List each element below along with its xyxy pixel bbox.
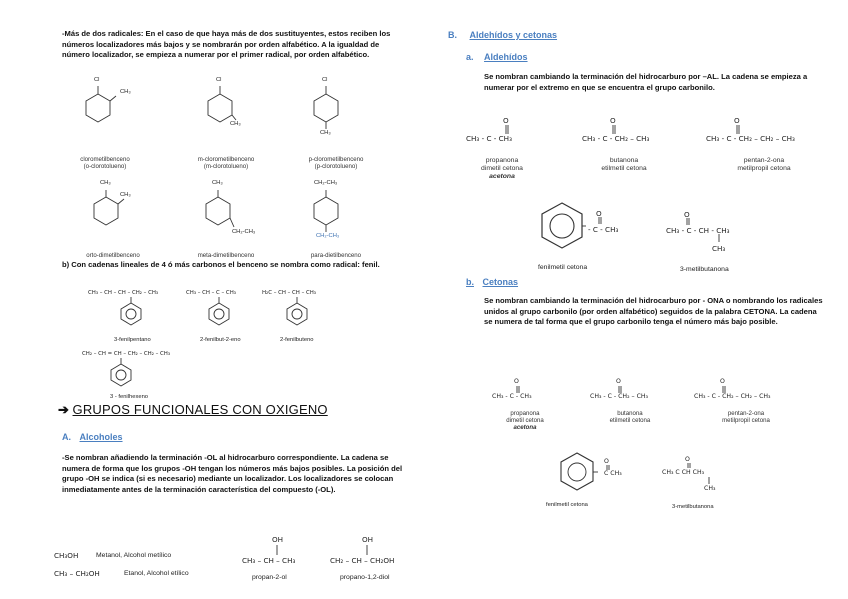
molecule-m-clorotolueno <box>200 77 241 127</box>
compound-name: butanona <box>617 410 643 417</box>
aldehidos-title: Aldehídos <box>484 52 528 62</box>
benzene-ring <box>538 200 586 252</box>
substituent-label: CH₃ <box>100 180 111 186</box>
molecule-p-clorotolueno <box>306 77 346 138</box>
bond-line <box>718 234 722 243</box>
alcoholes-heading <box>62 432 123 442</box>
oxygen-label: O <box>596 209 602 218</box>
oxygen-label: O <box>685 456 690 463</box>
compound-name: propanona <box>485 157 519 164</box>
caption-o-clorotolueno <box>58 156 152 170</box>
section-b-title: Aldehídos y cetonas <box>469 30 558 40</box>
substituent-label: CH₂-CH₃ <box>316 233 340 239</box>
compound-alt-name: (m-clorotolueno) <box>203 163 249 171</box>
hexene-name: 3 - fenilhexeno <box>110 394 149 400</box>
methanol-name: Metanol, Alcohol metílico <box>96 552 172 559</box>
ethanol-name: Etanol, Alcohol etílico <box>124 570 189 577</box>
alcoholes-paragraph: -Se nombran añadiendo la terminación -OL al hidrocarburo correspondiente. La cadena se numera de forma que los grupos -OH tengan los números más bajos posibles. La posición del grupo -OH se indica (si es necesario) mediante un localizador. Los localizadores se colocan inmediatamente antes de la terminación característica del compuesto (-OL). <box>62 453 403 494</box>
compound-alt-name: etilmetil cetona <box>601 165 647 172</box>
ketone-formula: CH₃ - C - CH₃ <box>466 134 512 143</box>
compound-common-name: acetona <box>489 173 515 180</box>
phenyl-ring <box>206 297 236 327</box>
substituent-label: CH₂-CH₃ <box>314 180 338 186</box>
compound-alt-name: metilpropil cetona <box>737 165 791 172</box>
compound-name: butanona <box>609 157 639 164</box>
arrow-icon: ➔ <box>58 402 69 417</box>
compound-alt-name: (o-clorotolueno) <box>83 163 127 171</box>
intro-paragraph: -Más de dos radicales: En el caso de que haya más de dos sustituyentes, estos reciben los números localizadores más bajos y se nombrarán por orden alfabético. A la igualdad de número localizador, se empieza a numerar por el primer radical, por orden alfabético. <box>62 29 391 60</box>
compound-name: p-clorometilbenceno <box>308 156 364 163</box>
oxygen-label: O <box>514 378 519 385</box>
molecule-para-dietilbenceno <box>306 180 356 243</box>
hexene-formula: CH₂ – CH = CH – CH₂ – CH₂ – CH₃ <box>82 351 170 357</box>
chain-name: 3-fenilpentano <box>114 337 151 343</box>
substituent-label: CH₃ <box>212 180 223 186</box>
oh-label: OH <box>362 535 374 544</box>
double-bond <box>685 218 691 226</box>
ketone-formula: CH₃ - C - CH₂ – CH₂ – CH₃ <box>694 393 771 400</box>
bond-line <box>708 477 712 485</box>
compound-alt-name: dimetil cetona <box>481 165 523 172</box>
propanediol-formula: CH₂ – CH – CH₂OH <box>330 556 395 565</box>
caption-p-clorotolueno <box>288 156 384 170</box>
compound-alt-name: etilmetil cetona <box>609 417 651 425</box>
substituent-label: CH₃ <box>230 121 241 127</box>
compound-name: fenilmetil cetona <box>546 502 588 508</box>
cetonas-title: Cetonas <box>482 277 519 287</box>
molecule-orto-dimetilbenceno <box>86 180 131 227</box>
compound-name: m-clorometilbenceno <box>197 156 255 163</box>
ketone-propanona-1 <box>466 116 556 196</box>
propanediol-name: propano-1,2-diol <box>340 574 390 581</box>
substituent-label: CH₃ <box>320 130 331 136</box>
methyl-label: CH₃ <box>712 244 726 253</box>
ketone-butanona-1 <box>582 116 692 196</box>
compound-name: propanona <box>510 410 540 417</box>
compound-alt-name: (p-clorotolueno) <box>314 163 358 171</box>
compound-name: 3-metilbutanona <box>680 266 729 273</box>
compound-name: clorometilbenceno <box>80 156 130 163</box>
b-paragraph: b) Con cadenas lineales de 4 ó más carbonos el benceno se nombra como radical: fenil. <box>62 260 380 269</box>
oxygen-label: O <box>734 116 740 125</box>
aldehidos-heading <box>466 52 528 62</box>
molecule-meta-dimetilbenceno <box>198 180 256 239</box>
substituent-label: CH₃ <box>120 192 131 198</box>
ketone-butanona-2 <box>590 378 690 442</box>
propanol-name: propan-2-ol <box>252 574 287 581</box>
ketone-formula: CH₃ - C - CH - CH₃ <box>666 226 730 235</box>
propanol-formula: CH₃ – CH – CH₃ <box>242 556 296 565</box>
chain-formula: H₂C – CH – CH – CH₃ <box>262 290 316 296</box>
section-b-heading <box>448 30 557 40</box>
ketone-pentanona-2 <box>694 378 814 442</box>
methyl-label: CH₃ <box>704 485 716 492</box>
oxygen-label: O <box>503 116 509 125</box>
ketone-pentanona-1 <box>706 116 826 196</box>
aldehidos-paragraph: Se nombran cambiando la terminación del hidrocarburo por –AL. La cadena se empieza a numerar por el extremo en que se encuentra el grupo carbonilo. <box>484 72 808 92</box>
ketone-formula: CH₃ - C - CH₃ <box>492 393 532 400</box>
substituent-label: Cl <box>216 77 222 83</box>
compound-name: fenilmetil cetona <box>538 264 588 271</box>
double-bond <box>597 217 603 225</box>
compound-name: pentan-2-ona <box>727 410 765 417</box>
cetonas-letter: b. <box>466 277 474 287</box>
substituent-label: Cl <box>322 77 328 83</box>
ketone-formula: C CH₃ <box>604 470 622 477</box>
compound-alt-name: metilpropil cetona <box>722 417 770 425</box>
benzene-ring <box>558 451 598 493</box>
phenyl-ring <box>108 358 138 388</box>
ketone-formula: - C - CH₃ <box>588 225 619 234</box>
alcoholes-title: Alcoholes <box>79 432 123 442</box>
oxygen-label: O <box>604 458 609 465</box>
caption-meta-dimetilbenceno: meta-dimetilbenceno <box>197 252 255 259</box>
alcoholes-letter: A. <box>62 432 71 442</box>
substituent-label: CH₂-CH₃ <box>232 229 256 235</box>
chain-formula: CH₃ – CH – C – CH₃ <box>186 290 236 296</box>
caption-orto-dimetilbenceno: orto-dimetilbenceno <box>86 252 140 259</box>
phenyl-ring <box>284 297 314 327</box>
oxygen-label: O <box>720 378 725 385</box>
caption-m-clorotolueno <box>176 156 276 170</box>
cetonas-heading <box>466 277 518 287</box>
ethanol-formula: CH₃ – CH₂OH <box>54 569 100 578</box>
section-heading-text: GRUPOS FUNCIONALES CON OXIGENO <box>72 402 328 417</box>
ketone-formula: CH₃ - C - CH₂ – CH₃ <box>590 393 649 400</box>
methanol-formula: CH₃OH <box>54 551 79 560</box>
caption-para-dietilbenceno: para-dietilbenceno <box>310 252 362 259</box>
section-heading <box>58 402 328 418</box>
bond-line <box>276 545 280 555</box>
phenyl-ring <box>118 297 148 327</box>
chain-name: 2-fenilbuteno <box>280 337 314 343</box>
substituent-label: Cl <box>94 77 100 83</box>
ketone-propanona-2 <box>492 378 582 442</box>
ketone-formula: CH₃ - C - CH₂ – CH₃ <box>582 134 650 143</box>
chain-name: 2-fenilbut-2-eno <box>200 337 241 343</box>
oxygen-label: O <box>616 378 621 385</box>
compound-common-name: acetona <box>513 424 537 432</box>
oxygen-label: O <box>684 210 690 219</box>
section-b-letter: B. <box>448 30 457 40</box>
aldehidos-letter: a. <box>466 52 474 62</box>
chain-formula: CH₃ – CH – CH – CH₂ – CH₃ <box>88 290 159 296</box>
compound-alt-name: dimetil cetona <box>506 417 544 425</box>
compound-name: 3-metilbutanona <box>672 504 714 510</box>
bond-line <box>366 545 370 555</box>
oh-label: OH <box>272 535 284 544</box>
substituent-label: CH₃ <box>120 89 131 95</box>
compound-name: pentan-2-ona <box>743 157 785 164</box>
oxygen-label: O <box>610 116 616 125</box>
molecule-o-clorotolueno <box>78 77 131 124</box>
ketone-formula: CH₃ - C - CH₂ – CH₂ – CH₃ <box>706 134 795 143</box>
ketone-formula: CH₃ C CH CH₃ <box>662 469 705 476</box>
cetonas-paragraph: Se nombran cambiando la terminación del hidrocarburo por - ONA o nombrando los radicales unidos al grupo carbonilo (por orden alfabético) seguidos de la palabra CETONA. La cadena se numera de tal forma que el grupo carbonilo tenga el número más bajo posible. <box>484 296 823 327</box>
